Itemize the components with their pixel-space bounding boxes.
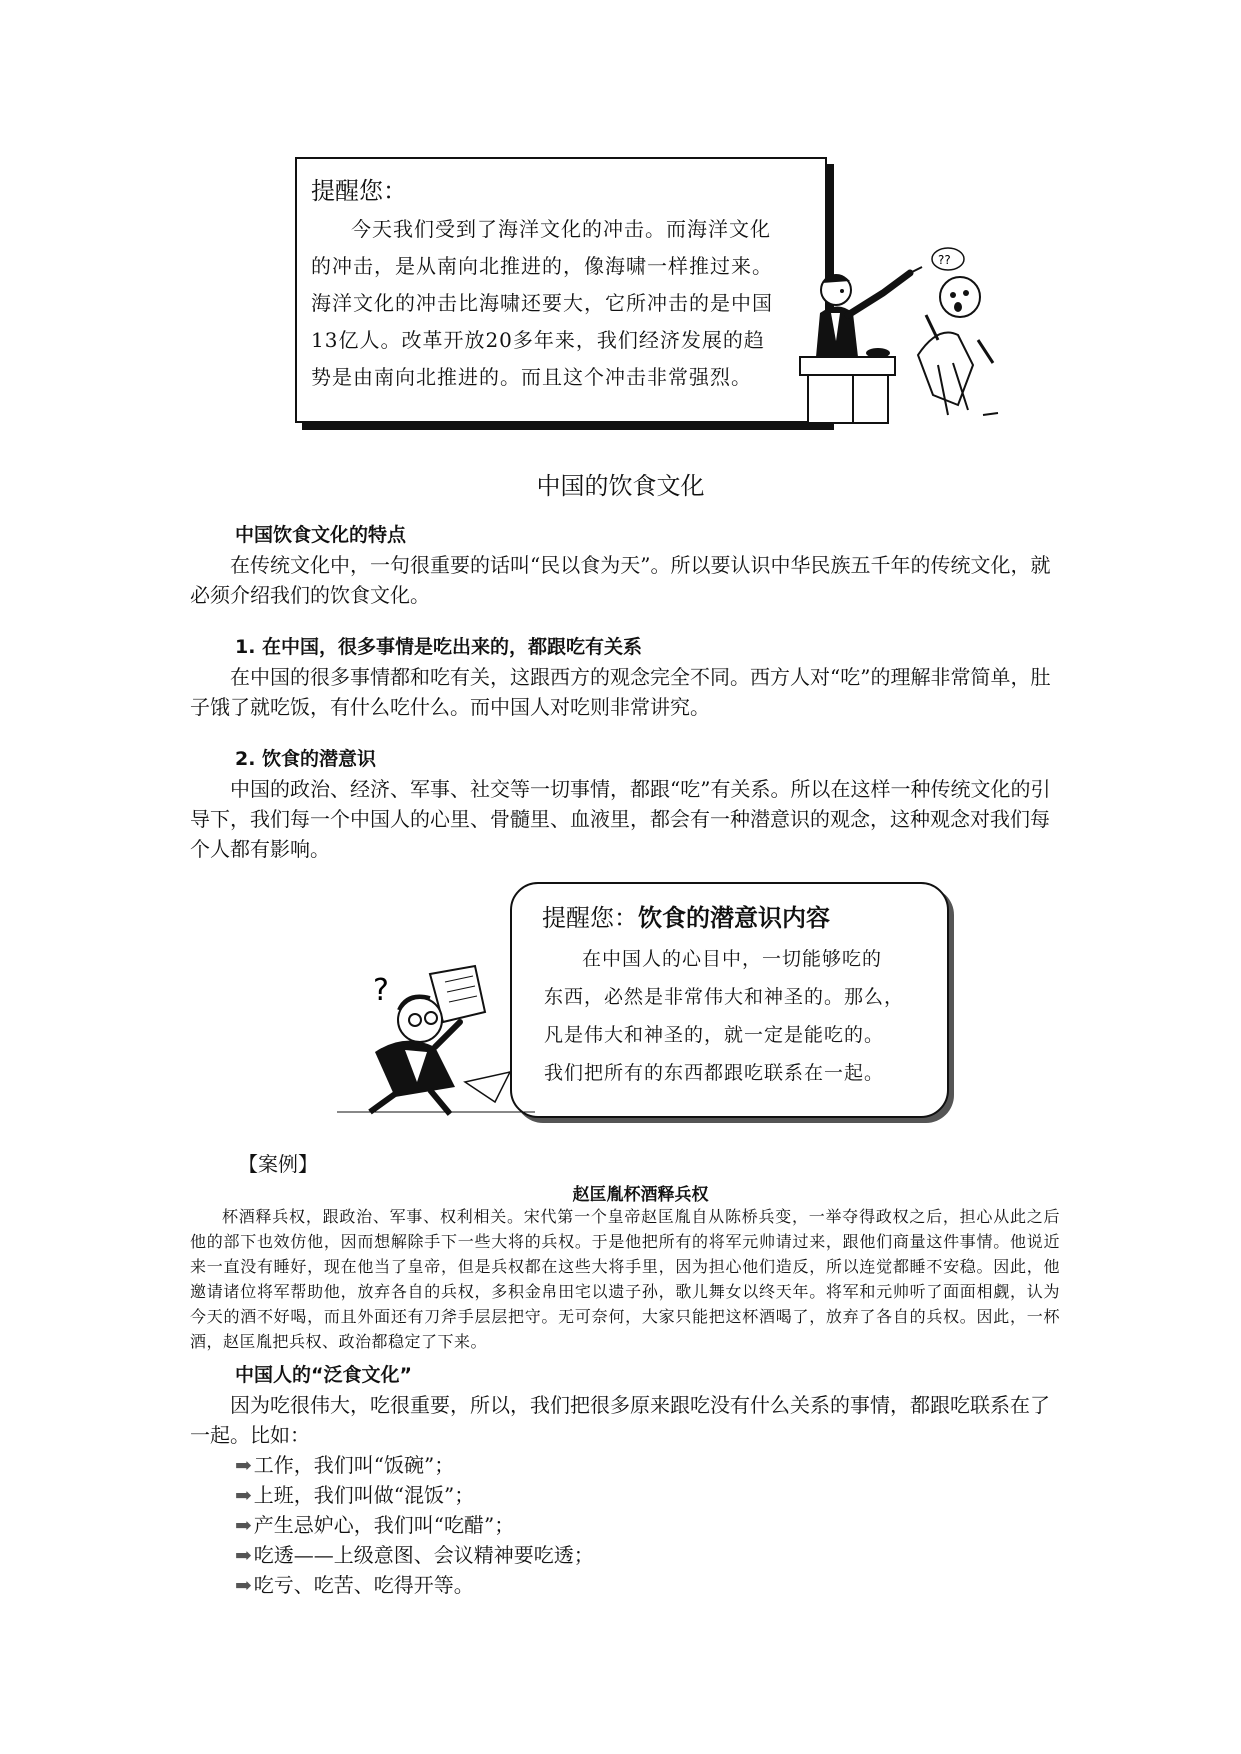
bubble-question-mark: ?	[373, 973, 389, 1008]
reminder-box-1-title: 提醒您：	[311, 177, 407, 205]
right-arrow-icon: ➡	[235, 1453, 252, 1477]
list-item	[235, 1480, 1060, 1510]
section-text: 因为吃很伟大，吃很重要，所以，我们把很多原来跟吃没有什么关系的事情，都跟吃联系在了一起。比如：	[190, 1393, 1050, 1447]
case-text: 杯酒释兵权，跟政治、军事、权利相关。宋代第一个皇帝赵匡胤自从陈桥兵变，一举夺得政权之后，担心从此之后他的部下也效仿他，因而想解除手下一些大将的兵权。于是他把所有的将军元帅请过来，跟他们商量这件事情。他说近来一直没有睡好，现在他当了皇帝，但是兵权都在这些大将手里，因为担心他们造反，所以连觉都睡不安稳。因此，他邀请诸位将军帮助他，放弃各自的兵权，多积金帛田宅以遗子孙，歌儿舞女以终天年。将军和元帅听了面面相觑，认为今天的酒不好喝，而且外面还有刀斧手层层把守。无可奈何，大家只能把这杯酒喝了，放弃了各自的兵权。因此，一杯酒，赵匡胤把兵权、政治都稳定了下来。	[190, 1207, 1060, 1351]
list-item-text: 吃透——上级意图、会议精神要吃透；	[253, 1543, 594, 1567]
list-item	[235, 1450, 1060, 1480]
reminder-box-1	[295, 157, 827, 423]
section-heading: 中国饮食文化的特点	[235, 524, 407, 546]
list-item	[235, 1540, 1060, 1570]
section-features	[190, 520, 1060, 610]
section-pan-food-culture	[190, 1360, 1060, 1600]
list-item-text: 产生忌妒心，我们叫“吃醋”；	[253, 1513, 515, 1537]
cartoon-teacher-pointing	[798, 245, 1013, 425]
section-subconscious	[190, 744, 1060, 864]
section-text: 在传统文化中，一句很重要的话叫“民以食为天”。所以要认识中华民族五千年的传统文化，就必须介绍我们的饮食文化。	[190, 553, 1051, 607]
reminder-box-2-body	[544, 940, 934, 1092]
reminder-box-2-title	[542, 898, 830, 933]
reminder-line: 我们把所有的东西都跟吃联系在一起。	[544, 1062, 885, 1084]
reminder-line: 东西，必然是非常伟大和神圣的。那么，	[544, 986, 905, 1008]
list-item	[235, 1570, 1060, 1600]
reminder-title-prefix: 提醒您：	[542, 904, 638, 932]
reminder-line: 13亿人。改革开放20多年来，我们经济发展的趋	[311, 328, 765, 352]
right-arrow-icon: ➡	[235, 1513, 252, 1537]
bubble-question-marks: ??	[938, 253, 951, 267]
cartoon-puzzled-reader	[335, 962, 540, 1120]
case-label: 【案例】	[238, 1152, 318, 1176]
case-title: 赵匡胤杯酒释兵权	[572, 1185, 709, 1205]
reminder-line: 今天我们受到了海洋文化的冲击。而海洋文化	[351, 217, 771, 241]
list-item	[235, 1510, 1060, 1540]
reminder-box-2	[510, 882, 949, 1118]
section-heading: 中国人的“泛食文化”	[235, 1364, 412, 1386]
section-heading: 2. 饮食的潜意识	[235, 748, 377, 770]
section-eating-related	[190, 632, 1060, 722]
section-heading: 1. 在中国，很多事情是吃出来的，都跟吃有关系	[235, 636, 643, 658]
reminder-line: 在中国人的心目中，一切能够吃的	[582, 948, 883, 970]
section-text: 在中国的很多事情都和吃有关，这跟西方的观念完全不同。西方人对“吃”的理解非常简单，肚子饿了就吃饭，有什么吃什么。而中国人对吃则非常讲究。	[190, 665, 1051, 719]
list-item-text: 上班，我们叫做“混饭”；	[253, 1483, 475, 1507]
case-body	[190, 1204, 1060, 1354]
reminder-line: 势是由南向北推进的。而且这个冲击非常强烈。	[311, 365, 752, 389]
right-arrow-icon: ➡	[235, 1483, 252, 1507]
examples-list	[190, 1450, 1060, 1600]
reminder-title-topic: 饮食的潜意识内容	[638, 904, 830, 932]
reminder-line: 的冲击，是从南向北推进的，像海啸一样推过来。	[311, 254, 773, 278]
reminder-line: 海洋文化的冲击比海啸还要大，它所冲击的是中国	[311, 291, 773, 315]
list-item-text: 吃亏、吃苦、吃得开等。	[253, 1573, 474, 1597]
page-title: 中国的饮食文化	[536, 472, 705, 500]
reminder-box-1-body	[311, 211, 811, 396]
list-item-text: 工作，我们叫“饭碗”；	[253, 1453, 455, 1477]
right-arrow-icon: ➡	[235, 1543, 252, 1567]
right-arrow-icon: ➡	[235, 1573, 252, 1597]
section-text: 中国的政治、经济、军事、社交等一切事情，都跟“吃”有关系。所以在这样一种传统文化的引导下，我们每一个中国人的心里、骨髓里、血液里，都会有一种潜意识的观念，这种观念对我们每个人都有影响。	[190, 777, 1051, 861]
reminder-line: 凡是伟大和神圣的，就一定是能吃的。	[544, 1024, 885, 1046]
